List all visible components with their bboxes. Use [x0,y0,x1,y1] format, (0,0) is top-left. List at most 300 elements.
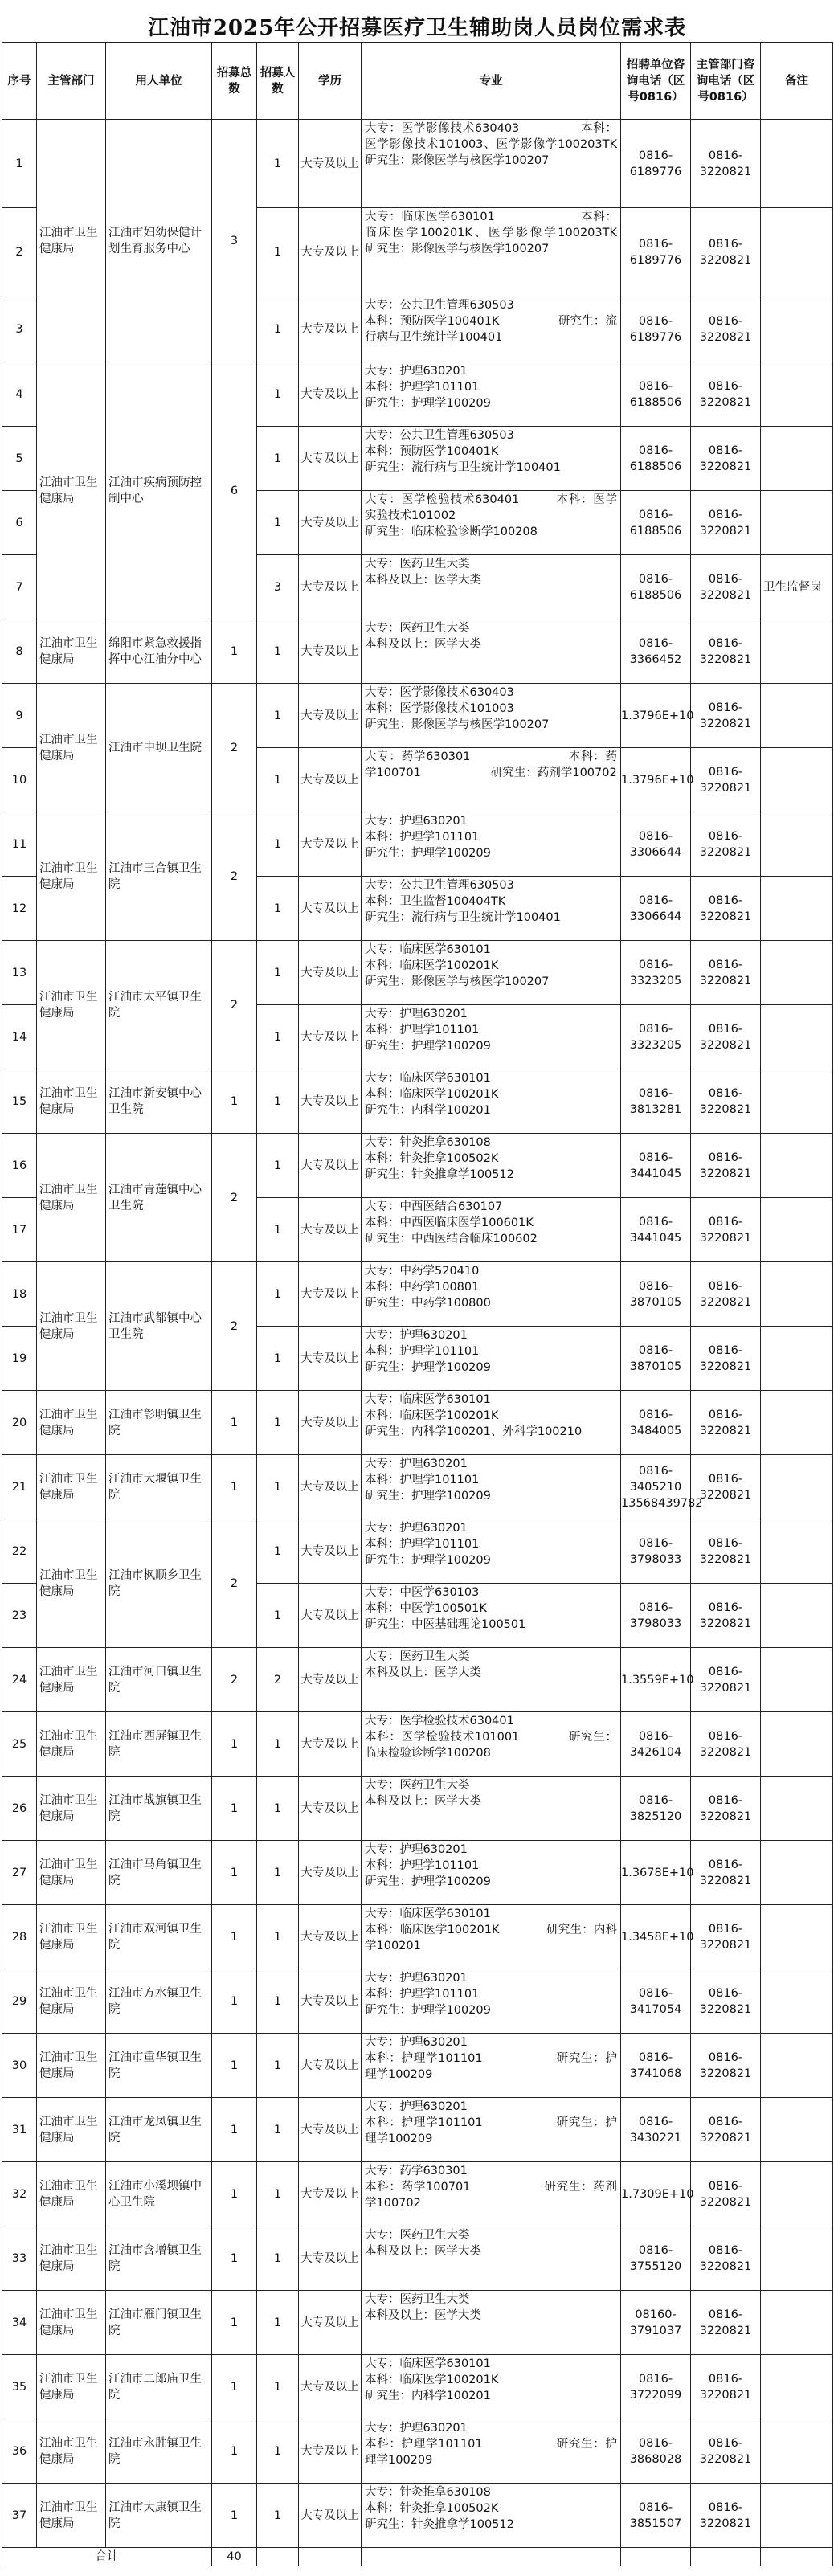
row-education: 大专及以上 [299,1005,362,1069]
row-major: 大专：医学影像技术630403 本科：医学影像技术101003、医学影像学100203TK 研究生：影像医学与核医学100207 [362,120,621,208]
row-count: 1 [257,2355,299,2419]
row-unit-phone: 1.3796E+10 [621,748,691,812]
row-number: 30 [2,2034,37,2098]
row-unit: 江油市新安镇中心卫生院 [106,1069,212,1134]
row-unit-phone: 0816-3798033 [621,1519,691,1584]
row-dept: 江油市卫生健康局 [37,1519,106,1648]
row-total: 2 [212,684,257,812]
row-number: 14 [2,1005,37,1069]
row-education: 大专及以上 [299,1262,362,1327]
row-number: 35 [2,2355,37,2419]
row-count: 1 [257,2034,299,2098]
row-dept-phone: 0816-3220821 [691,2226,761,2291]
row-number: 29 [2,1969,37,2034]
row-number: 20 [2,1391,37,1455]
row-dept-phone: 0816-3220821 [691,2162,761,2226]
row-education: 大专及以上 [299,1777,362,1841]
row-major: 大专：医药卫生大类 本科及以上：医学大类 [362,1648,621,1712]
row-unit-phone: 0816-3323205 [621,941,691,1005]
table-row [2,2034,833,2098]
row-number: 11 [2,812,37,877]
table-body [2,120,833,2548]
row-education: 大专及以上 [299,2098,362,2162]
row-count: 1 [257,1262,299,1327]
header-no: 序号 [2,43,37,120]
row-count: 1 [257,2419,299,2484]
row-dept-phone: 0816-3220821 [691,1262,761,1327]
row-total: 1 [212,1069,257,1134]
row-dept: 江油市卫生健康局 [37,684,106,812]
row-education: 大专及以上 [299,2484,362,2548]
row-dept: 江油市卫生健康局 [37,1134,106,1262]
row-major: 大专：医学检验技术630401 本科：医学检验技术101001 研究生：临床检验诊断学100208 [362,1712,621,1777]
table-row [2,2226,833,2291]
row-unit-phone: 0816-3870105 [621,1327,691,1391]
table-row [2,1841,833,1905]
table-row [2,120,833,208]
table-row [2,1712,833,1777]
row-unit-phone: 0816-3323205 [621,1005,691,1069]
row-dept-phone: 0816-3220821 [691,1648,761,1712]
row-education: 大专及以上 [299,812,362,877]
row-unit-phone: 0816-3851507 [621,2484,691,2548]
row-count: 1 [257,1777,299,1841]
row-total: 1 [212,2419,257,2484]
row-number: 34 [2,2291,37,2355]
row-major: 大专：护理630201 本科：护理学101101 研究生：护理学100209 [362,812,621,877]
row-major: 大专：药学630301 本科：药学100701 研究生：药剂学100702 [362,748,621,812]
row-total: 2 [212,941,257,1069]
header-note: 备注 [761,43,833,120]
row-unit-phone: 0816-3441045 [621,1134,691,1198]
row-education: 大专及以上 [299,1648,362,1712]
row-unit-phone: 0816-3722099 [621,2355,691,2419]
row-number: 13 [2,941,37,1005]
row-note [761,2419,833,2484]
row-number: 10 [2,748,37,812]
row-major: 大专：护理630201 本科：护理学101101 研究生：护理学100209 [362,1969,621,2034]
row-number: 21 [2,1455,37,1519]
row-education: 大专及以上 [299,1198,362,1262]
row-unit: 绵阳市紧急救援指挥中心江油分中心 [106,619,212,684]
row-unit: 江油市武都镇中心卫生院 [106,1262,212,1391]
row-dept: 江油市卫生健康局 [37,1648,106,1712]
header-phone1: 招聘单位咨询电话（区号0816） [621,43,691,120]
row-major: 大专：护理630201 本科：护理学101101 研究生：护理学100209 [362,362,621,427]
row-dept: 江油市卫生健康局 [37,1905,106,1969]
header-unit: 用人单位 [106,43,212,120]
row-note [761,2484,833,2548]
row-number: 9 [2,684,37,748]
row-major: 大专：公共卫生管理630503 本科：卫生监督100404TK 研究生：流行病与卫生统计学100401 [362,877,621,941]
row-dept-phone: 0816-3220821 [691,1905,761,1969]
total-label: 合计 [2,2548,212,2566]
row-unit-phone: 0816-3426104 [621,1712,691,1777]
row-unit-phone: 0816-3813281 [621,1069,691,1134]
table-row [2,1905,833,1969]
row-dept-phone: 0816-3220821 [691,2355,761,2419]
row-total: 2 [212,1648,257,1712]
row-dept-phone: 0816-3220821 [691,555,761,619]
row-education: 大专及以上 [299,1905,362,1969]
total-empty [761,2548,833,2566]
row-count: 2 [257,1648,299,1712]
row-note [761,2162,833,2226]
row-number: 16 [2,1134,37,1198]
row-dept-phone: 0816-3220821 [691,1777,761,1841]
row-count: 1 [257,1391,299,1455]
table-row [2,619,833,684]
row-count: 1 [257,1134,299,1198]
row-number: 3 [2,296,37,362]
row-major: 大专：公共卫生管理630503 本科：预防医学100401K 研究生：流行病与卫生统计学100401 [362,427,621,491]
row-unit-phone: 0816-3366452 [621,619,691,684]
row-note [761,2098,833,2162]
row-major: 大专：医学检验技术630401 本科：医学实验技术101002 研究生：临床检验诊断学100208 [362,491,621,555]
table-row [2,2419,833,2484]
table-row [2,1069,833,1134]
row-number: 6 [2,491,37,555]
row-dept: 江油市卫生健康局 [37,2034,106,2098]
row-total: 6 [212,362,257,619]
row-total: 1 [212,1391,257,1455]
row-dept: 江油市卫生健康局 [37,619,106,684]
row-unit-phone: 0816-6188506 [621,555,691,619]
row-unit-phone: 1.3796E+10 [621,684,691,748]
row-major: 大专：医药卫生大类 本科及以上：医学大类 [362,1777,621,1841]
table-row [2,2355,833,2419]
row-count: 1 [257,296,299,362]
row-education: 大专及以上 [299,1069,362,1134]
row-unit-phone: 0816-6189776 [621,208,691,296]
row-number: 12 [2,877,37,941]
row-note [761,2034,833,2098]
row-education: 大专及以上 [299,2355,362,2419]
table-row [2,1969,833,2034]
row-major: 大专：护理630201 本科：护理学101101 研究生：护理学100209 [362,1455,621,1519]
header-total: 招募总数 [212,43,257,120]
row-unit-phone: 0816-6188506 [621,362,691,427]
row-dept-phone: 0816-3220821 [691,941,761,1005]
row-major: 大专：医药卫生大类 本科及以上：医学大类 [362,2291,621,2355]
row-note [761,1134,833,1198]
row-number: 24 [2,1648,37,1712]
row-dept: 江油市卫生健康局 [37,2291,106,2355]
row-major: 大专：临床医学630101 本科：临床医学100201K 研究生：内科学100201 [362,1905,621,1969]
row-note [761,296,833,362]
row-unit: 江油市青莲镇中心卫生院 [106,1134,212,1262]
row-dept-phone: 0816-3220821 [691,1005,761,1069]
row-count: 1 [257,877,299,941]
row-total: 1 [212,2484,257,2548]
page-title: 江油市2025年公开招募医疗卫生辅助岗人员岗位需求表 [147,16,687,40]
row-dept-phone: 0816-3220821 [691,1969,761,2034]
row-count: 1 [257,120,299,208]
row-education: 大专及以上 [299,2034,362,2098]
row-education: 大专及以上 [299,555,362,619]
table-row [2,1262,833,1327]
row-number: 36 [2,2419,37,2484]
row-count: 1 [257,2484,299,2548]
row-unit: 江油市妇幼保健计划生育服务中心 [106,120,212,362]
row-unit-phone: 0816-3741068 [621,2034,691,2098]
total-empty [362,2548,621,2566]
row-dept-phone: 0816-3220821 [691,684,761,748]
row-dept: 江油市卫生健康局 [37,1069,106,1134]
row-dept: 江油市卫生健康局 [37,1969,106,2034]
row-note [761,2226,833,2291]
row-unit: 江油市大康镇卫生院 [106,2484,212,2548]
row-unit: 江油市三合镇卫生院 [106,812,212,941]
row-dept: 江油市卫生健康局 [37,941,106,1069]
row-major: 大专：医药卫生大类 本科及以上：医学大类 [362,619,621,684]
row-major: 大专：临床医学630101 本科：临床医学100201K 研究生：内科学100201、外科学100210 [362,1391,621,1455]
row-total: 1 [212,2098,257,2162]
row-note [761,1262,833,1327]
row-dept-phone: 0816-3220821 [691,362,761,427]
total-empty [257,2548,299,2566]
row-note [761,208,833,296]
row-dept-phone: 0816-3220821 [691,877,761,941]
row-unit: 江油市西屏镇卫生院 [106,1712,212,1777]
row-dept-phone: 0816-3220821 [691,1841,761,1905]
row-note: 卫生监督岗 [761,555,833,619]
row-number: 28 [2,1905,37,1969]
row-count: 1 [257,1905,299,1969]
row-unit-phone: 1.3559E+10 [621,1648,691,1712]
row-major: 大专：临床医学630101 本科：临床医学100201K 研究生：内科学100201 [362,2355,621,2419]
row-unit: 江油市枫顺乡卫生院 [106,1519,212,1648]
row-education: 大专及以上 [299,1841,362,1905]
row-total: 2 [212,812,257,941]
row-number: 25 [2,1712,37,1777]
row-major: 大专：针灸推拿630108 本科：针灸推拿100502K 研究生：针灸推拿学100512 [362,2484,621,2548]
row-count: 1 [257,491,299,555]
row-dept-phone: 0816-3220821 [691,208,761,296]
row-education: 大专及以上 [299,1134,362,1198]
row-unit: 江油市太平镇卫生院 [106,941,212,1069]
row-education: 大专及以上 [299,619,362,684]
row-dept-phone: 0816-3220821 [691,2098,761,2162]
table-row [2,2098,833,2162]
row-major: 大专：护理630201 本科：护理学101101 研究生：护理学100209 [362,2034,621,2098]
row-education: 大专及以上 [299,491,362,555]
row-total: 1 [212,2162,257,2226]
row-total: 1 [212,619,257,684]
row-unit-phone: 0816-3405210 13568439782 [621,1455,691,1519]
row-dept-phone: 0816-3220821 [691,1327,761,1391]
row-count: 1 [257,2098,299,2162]
row-unit: 江油市中坝卫生院 [106,684,212,812]
row-number: 37 [2,2484,37,2548]
total-empty [691,2548,761,2566]
row-dept: 江油市卫生健康局 [37,1777,106,1841]
row-dept-phone: 0816-3220821 [691,619,761,684]
row-unit: 江油市大堰镇卫生院 [106,1455,212,1519]
row-education: 大专及以上 [299,941,362,1005]
row-dept: 江油市卫生健康局 [37,1391,106,1455]
row-education: 大专及以上 [299,748,362,812]
row-major: 大专：护理630201 本科：护理学101101 研究生：护理学100209 [362,1519,621,1584]
row-count: 1 [257,1712,299,1777]
table-row [2,2162,833,2226]
row-note [761,1069,833,1134]
row-count: 1 [257,1327,299,1391]
row-unit-phone: 0816-6189776 [621,296,691,362]
row-number: 17 [2,1198,37,1262]
row-education: 大专及以上 [299,1327,362,1391]
row-dept: 江油市卫生健康局 [37,2419,106,2484]
row-dept: 江油市卫生健康局 [37,1712,106,1777]
row-total: 3 [212,120,257,362]
row-dept: 江油市卫生健康局 [37,120,106,362]
row-dept: 江油市卫生健康局 [37,362,106,619]
row-major: 大专：护理630201 本科：护理学101101 研究生：护理学100209 [362,2098,621,2162]
row-unit: 江油市双河镇卫生院 [106,1905,212,1969]
row-dept: 江油市卫生健康局 [37,2098,106,2162]
row-education: 大专及以上 [299,2291,362,2355]
row-unit-phone: 0816-6189776 [621,120,691,208]
row-number: 33 [2,2226,37,2291]
row-number: 15 [2,1069,37,1134]
requirements-table [2,42,833,2566]
row-dept: 江油市卫生健康局 [37,2226,106,2291]
row-count: 1 [257,2162,299,2226]
row-note [761,1327,833,1391]
row-major: 大专：医药卫生大类 本科及以上：医学大类 [362,555,621,619]
row-note [761,2291,833,2355]
table-row [2,2291,833,2355]
row-total: 1 [212,1455,257,1519]
row-count: 1 [257,812,299,877]
row-count: 1 [257,1198,299,1262]
row-education: 大专及以上 [299,2162,362,2226]
row-count: 1 [257,427,299,491]
row-unit-phone: 0816-3868028 [621,2419,691,2484]
row-count: 1 [257,941,299,1005]
row-unit-phone: 1.3458E+10 [621,1905,691,1969]
row-unit-phone: 0816-6188506 [621,491,691,555]
row-unit-phone: 08160-3791037 [621,2291,691,2355]
row-dept: 江油市卫生健康局 [37,1841,106,1905]
row-unit-phone: 1.7309E+10 [621,2162,691,2226]
row-education: 大专及以上 [299,208,362,296]
row-count: 1 [257,1584,299,1648]
row-dept: 江油市卫生健康局 [37,812,106,941]
row-unit: 江油市疾病预防控制中心 [106,362,212,619]
row-note [761,748,833,812]
row-number: 1 [2,120,37,208]
table-row [2,2484,833,2548]
row-total: 1 [212,2355,257,2419]
row-major: 大专：临床医学630101 本科：临床医学100201K、医学影像学100203TK 研究生：影像医学与核医学100207 [362,208,621,296]
row-unit: 江油市马角镇卫生院 [106,1841,212,1905]
row-total: 1 [212,1905,257,1969]
row-count: 1 [257,1069,299,1134]
row-major: 大专：医学影像技术630403 本科：医学影像技术101003 研究生：影像医学与核医学100207 [362,684,621,748]
row-count: 1 [257,2226,299,2291]
row-count: 1 [257,1455,299,1519]
row-note [761,1455,833,1519]
row-dept-phone: 0816-3220821 [691,1069,761,1134]
row-major: 大专：护理630201 本科：护理学101101 研究生：护理学100209 [362,1327,621,1391]
row-unit-phone: 0816-3430221 [621,2098,691,2162]
total-empty [621,2548,691,2566]
row-unit: 江油市含增镇卫生院 [106,2226,212,2291]
header-major: 专业 [362,43,621,120]
row-number: 19 [2,1327,37,1391]
row-note [761,812,833,877]
row-unit-phone: 0816-3798033 [621,1584,691,1648]
row-education: 大专及以上 [299,877,362,941]
row-total: 2 [212,1262,257,1391]
header-phone2: 主管部门咨询电话（区号0816） [691,43,761,120]
row-number: 7 [2,555,37,619]
row-major: 大专：护理630201 本科：护理学101101 研究生：护理学100209 [362,1005,621,1069]
row-education: 大专及以上 [299,1584,362,1648]
row-count: 1 [257,684,299,748]
row-unit-phone: 0816-3417054 [621,1969,691,2034]
row-dept-phone: 0816-3220821 [691,2419,761,2484]
row-note [761,120,833,208]
row-note [761,1841,833,1905]
row-dept-phone: 0816-3220821 [691,2291,761,2355]
row-total: 1 [212,2034,257,2098]
row-education: 大专及以上 [299,1712,362,1777]
row-note [761,1905,833,1969]
row-dept-phone: 0816-3220821 [691,1391,761,1455]
row-note [761,1584,833,1648]
row-number: 18 [2,1262,37,1327]
row-count: 1 [257,208,299,296]
row-education: 大专及以上 [299,684,362,748]
row-dept-phone: 0816-3220821 [691,1712,761,1777]
row-total: 1 [212,2291,257,2355]
row-note [761,1005,833,1069]
row-unit-phone: 0816-3306644 [621,877,691,941]
row-number: 27 [2,1841,37,1905]
header-dept: 主管部门 [37,43,106,120]
row-note [761,1648,833,1712]
total-row [2,2548,833,2566]
row-dept: 江油市卫生健康局 [37,2355,106,2419]
row-dept-phone: 0816-3220821 [691,812,761,877]
row-unit-phone: 0816-3755120 [621,2226,691,2291]
row-unit: 江油市永胜镇卫生院 [106,2419,212,2484]
row-major: 大专：公共卫生管理630503 本科：预防医学100401K 研究生：流行病与卫生统计学100401 [362,296,621,362]
row-total: 2 [212,1519,257,1648]
row-education: 大专及以上 [299,296,362,362]
row-dept: 江油市卫生健康局 [37,1455,106,1519]
row-major: 大专：护理630201 本科：护理学101101 研究生：护理学100209 [362,1841,621,1905]
row-note [761,1519,833,1584]
row-dept-phone: 0816-3220821 [691,748,761,812]
row-major: 大专：护理630201 本科：护理学101101 研究生：护理学100209 [362,2419,621,2484]
row-total: 1 [212,1777,257,1841]
row-number: 4 [2,362,37,427]
row-unit-phone: 0816-3484005 [621,1391,691,1455]
table-row [2,362,833,427]
table-row [2,1519,833,1584]
row-unit: 江油市二郎庙卫生院 [106,2355,212,2419]
row-note [761,1777,833,1841]
row-count: 3 [257,555,299,619]
row-count: 1 [257,1005,299,1069]
row-dept: 江油市卫生健康局 [37,1262,106,1391]
total-empty [299,2548,362,2566]
row-unit: 江油市方水镇卫生院 [106,1969,212,2034]
row-major: 大专：临床医学630101 本科：临床医学100201K 研究生：内科学100201 [362,1069,621,1134]
